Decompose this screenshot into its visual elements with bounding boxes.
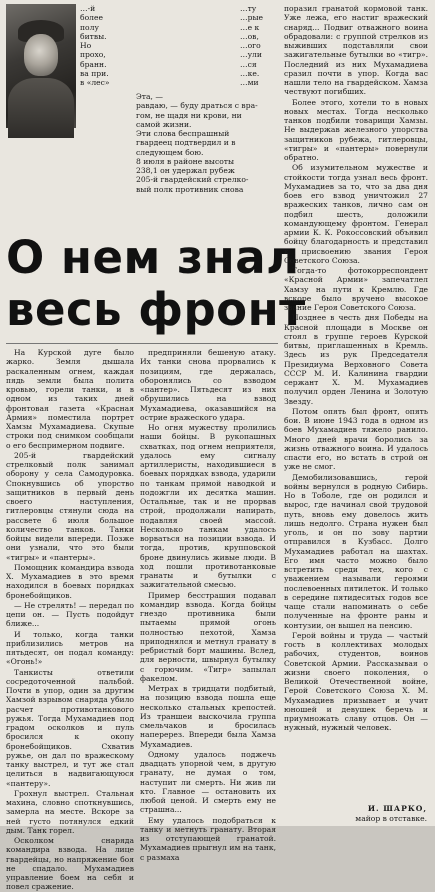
photo-side-column: …-й более полу битвы. Но прохо, бранн. ва при. в «лес» bbox=[80, 4, 110, 87]
headline-line-2: весь фронт bbox=[6, 283, 306, 336]
photo-face-shape bbox=[24, 34, 58, 76]
col2-paragraph: Пример бесстрашия подавал командир взвода. Когда бойцы гнездо противника были пытаемы прямой огонь полностью пехотой, Хамза приподнялся и метнул гранату в ребристый борт машины. Вслед, для верности, швырнул бутылку с горючим. «Тигр» запылал факелом. bbox=[140, 590, 276, 683]
article-headline bbox=[6, 231, 306, 336]
article-column-1 bbox=[6, 348, 134, 892]
photo-body-shape bbox=[8, 78, 74, 138]
mid-top-column: …ту …рые …е к …ов, …ого …ули …ся …ке. …ми bbox=[240, 4, 263, 87]
col3-paragraph: Тогда-то фотокорреспондент «Красной Армии» запечатлел Хамзу на пути к Кремлю. Где вскоре было вручено высокое звание Героя Советского Союза. bbox=[284, 266, 428, 312]
col1-paragraph: Осколком снаряда командира взвода. На лице гвардейцы, но напряжение боя не спадало. Мухамадиев управление боем на себя и повел сражение. bbox=[6, 836, 134, 892]
col3-paragraph: Позднее в честь дня Победы на Красной площади в Москве он стоял в группе героев Курской битвы, приглашенных в Кремль. Здесь из рук Председателя Президиума Верховного Совета СССР М. И. Калинина гвардии сержант Х. М. Мухамадиев получил орден Ленина и Золотую Звезду. bbox=[284, 313, 428, 406]
hero-portrait-photo bbox=[6, 4, 76, 128]
col3-paragraph: Герой войны и труда — частый гость в коллективах молодых рабочих, студентов, воинов Советской Армии. Рассказывая о жизни своего поколения, о Великой Отечественной войне, Герой Советского Союза Х. М. Мухамадиев призывает и учит юношей и девушек беречь и приумножать славу отцов. Он — нужный, нужный человек. bbox=[284, 630, 428, 733]
col1-paragraph: Танкисты ответили сосредоточенной пальбой. Почти в упор, один за другим Хамзой взрывом снаряда убило расчет противотанкового ружья. Тогда Мухамадиев под градом осколков и пуль бросился к окопу бронебойщиков. Схватив ружье, он дал по вражескому танку выстрел, и тут же стал целиться в надвигающуюся «пантеру». bbox=[6, 667, 134, 788]
col2-paragraph: Одному удалось поджечь двадцать упорной чем, в другую гранату, не думая о том, наступит ли смерть. Ни жив ли кто. Главное — остановить их любой ценой. И смерть ему не страшна... bbox=[140, 749, 276, 815]
headline-line-1: О нем знал bbox=[6, 231, 300, 284]
col3-paragraph: Демобилизовавшись, герой войны вернулся в родную Сибирь. Но в Тоболе, где он родился и вырос, где начинал свой трудовой путь, вновь ему довелось жить лишь недолго. Страна нужен был уголь, и он по зову партии отправился в Кузбасс. Долго Мухамадиев работал на шахтах. Его имя часто можно было встретить среди тех, кого с уважением называли героями послевоенных пятилеток. И только в середине пятидесятых годов все чаще стали напоминать о себе полученные на фронте раны и контузии, он вышел на пенсию. bbox=[284, 472, 428, 630]
col1-paragraph: 205-й гвардейский стрелковый полк занимал оборону у села Самодуровка. Спокнувшись об упорство защитников в первый день своего наступления, гитлеровцы стянули сюда на рассвете 6 июля большое количество танков. Танки бойцы видели впереди. Позже они узнали, что это были «тигры» и «пантеры». bbox=[6, 450, 134, 562]
upper-band-paragraph: Эта, — равдаю, — буду драться с вра- гом, не щадя ни крови, ни самой жизни. Эти слова беспрашный гвардеец подтвердил и в следующем бою. 8 июля в районе высоты 238,1 он удержал рубеж 205-й гвардейский стрелко- вый полк противник снова bbox=[136, 92, 258, 194]
headline-divider bbox=[6, 343, 278, 344]
col3-paragraph: Потом опять был фронт, опять бои. В июне 1943 года в одном из боев Мухамадиев тяжело ранило. Много дней врачи боролись за жизнь отважного воина. И удалось спасти его, но встать в строй он уже не смог. bbox=[284, 406, 428, 472]
col1-paragraph: Помощник командира взвода Х. Мухамадиев в это время находился в боевых порядках бронебойщиков. bbox=[6, 562, 134, 600]
col2-paragraph: Но огня мужеству пролились наши бойцы. В рукопашных схватках, под огнем неприятеля, удалось ему сигналу артиллеристы, находившиеся в боевых порядках взвода, ударили по танкам прямой наводкой и подожгли их десятка машин. Остальные, так и не прорвав строй, продолжали напирать, подавляя своей массой. Несколько танкам удалось ворваться на позиции взвода. И тогда, против, крупповской броне двинулись живые люди. В ход пошли противотанковые гранаты и бутылки с зажигательной смесью. bbox=[140, 423, 276, 590]
col3-paragraph: Более этого, хотели то в новых новых местах. Тогда несколько танков подбили товарищи Хамзы. Не выдержав железного упорства защитников рубежа, гитлеровцы, «тигры» и «пантеры» повернули обратно. bbox=[284, 97, 428, 162]
col3-paragraph: поразил гранатой кормовой танк. Уже лежа, его настиг вражеский снаряд... Подвиг отважного воина обрадовали: с группой стрелков из выживших подставляли свои зажигательные бутылки во «тигр». Последний из них Мухамадиева сразил почти в упор. Когда вас нашли тело на гвардейском. Хамза чествуют погибших. bbox=[284, 4, 428, 97]
article-column-3 bbox=[284, 4, 428, 800]
col2-paragraph: Метрах в тридцати подбитый, на позицию взвода пошла еще несколько стальных крепостей. Из траншеи выскочила группа смельчаков и бросилась наперерез. Впереди была Хамза Мухамадиев. bbox=[140, 684, 276, 749]
article-column-2 bbox=[140, 348, 276, 862]
col3-paragraph: Об изумительном мужестве и стойкости тогда узнал весь фронт. Мухамадиев за то, что за два дня боев его взвод уничтожил 27 вражеских танков, лично сам он подбил шесть, доложили командующему фронтом. Генерал армии К. К. Рокоссовский объявил бойцу благодарность и представил к присвоению звания Героя Советского Союза. bbox=[284, 163, 428, 265]
col1-paragraph: На Курской дуге было жарко. Земля дышала раскаленным огнем, каждая пядь земли была полита кровью, горели танки, и в одном из таких дней фронтовая газета «Красная Армия» поместила портрет Хамзы Мухамадиева. Скупые строки под снимком сообщали о его беспримерном подвиге. bbox=[6, 348, 134, 450]
author-name: И. ШАРКО, bbox=[367, 804, 427, 813]
col2-paragraph: Ему удалось подобраться к танку и метнуть гранату. Вторая из отступающей гранатой. Мухамадиев прыгнул им на танк, с размаха bbox=[140, 815, 276, 862]
col2-paragraph: предприняли бешеную атаку. Их танки снова прорвались к позициям, где держалась, оборонялись со взводом «пантер». Пятьдесят из них обрушились на взвод Мухамадиева, оказавшийся на острие вражеского удара. bbox=[140, 348, 276, 422]
col1-paragraph: — Не стрелять! — передал по цепи он. — Пусть подойдут ближе... bbox=[6, 600, 134, 629]
author-title: майор в отставке. bbox=[355, 813, 427, 823]
col1-paragraph: И только, когда танки приблизились метров на пятьдесят, он подал команду: «Огонь!» bbox=[6, 629, 134, 667]
author-signature bbox=[307, 804, 427, 823]
col1-paragraph: Грохнул выстрел. Стальная махина, словно споткнувшись, замерла на месте. Вскоре за ней густо потянулся едкий дым. Танк горел. bbox=[6, 788, 134, 835]
